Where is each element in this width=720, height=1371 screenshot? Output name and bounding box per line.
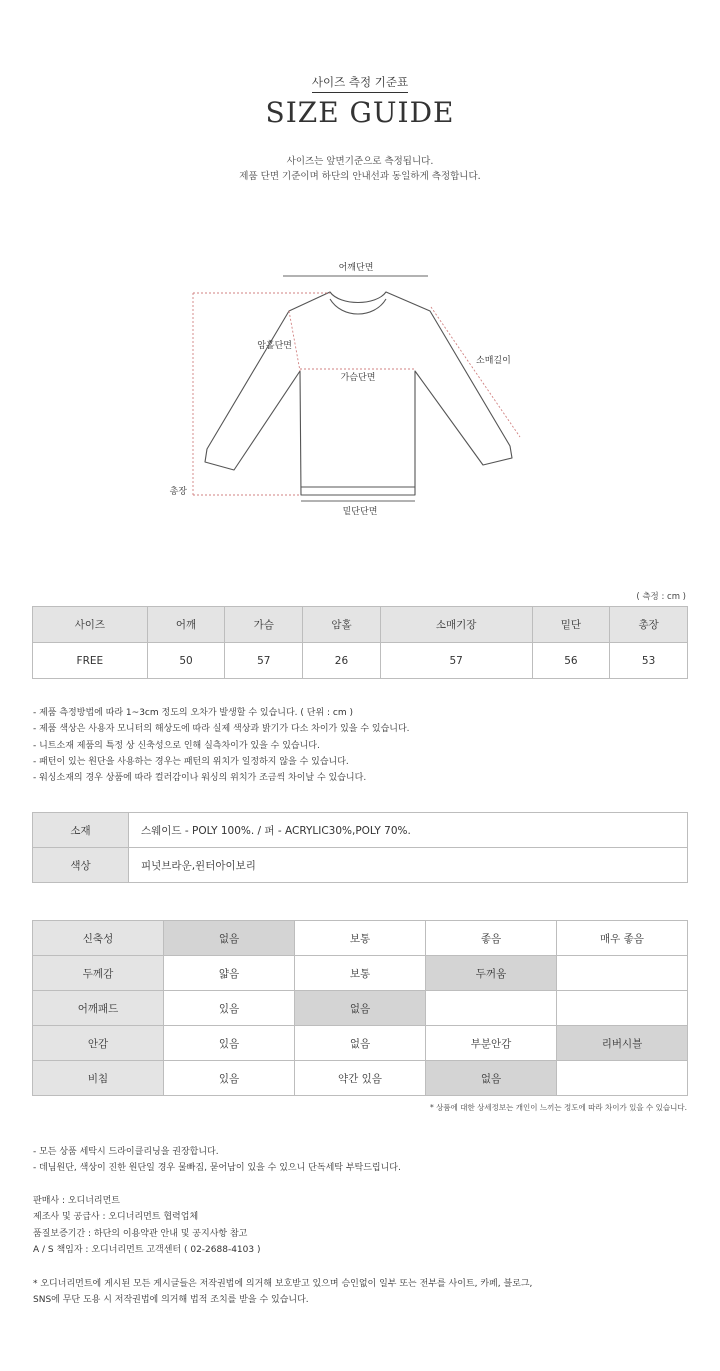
page-title: SIZE GUIDE <box>265 96 455 129</box>
features-note: * 상품에 대한 상세정보는 개인이 느끼는 정도에 따라 차이가 있을 수 있습니다. <box>430 1103 687 1112</box>
feature-option <box>557 956 688 991</box>
seller-info <box>33 1193 260 1258</box>
size-cell: FREE <box>33 643 148 679</box>
color-label: 색상 <box>33 848 129 883</box>
sweatshirt-outline <box>205 292 512 495</box>
size-guide-subtitle: 사이즈 측정 기준표 <box>0 74 720 90</box>
feature-option <box>426 991 557 1026</box>
feature-option: 약간 있음 <box>295 1061 426 1096</box>
copyright-line: * 오디너리먼트에 게시된 모든 게시글들은 저작권법에 의거해 보호받고 있으며 승인없이 일부 또는 전부를 사이트, 카페, 블로그, <box>33 1279 533 1289</box>
feature-option: 없음 <box>164 921 295 956</box>
feature-option: 있음 <box>164 1061 295 1096</box>
note-line: - 모든 상품 세탁시 드라이클리닝을 권장합니다. <box>33 1147 219 1157</box>
note-line: - 워싱소재의 경우 상품에 따라 컬러감이나 워싱의 위치가 조금씩 차이날 수 있습니다. <box>33 773 367 784</box>
feature-option: 없음 <box>295 1026 426 1061</box>
table-row <box>33 956 688 991</box>
feature-option: 부분안감 <box>426 1026 557 1061</box>
col-header: 밑단 <box>532 607 610 643</box>
col-header: 사이즈 <box>33 607 148 643</box>
feature-label: 비침 <box>33 1061 164 1096</box>
seller-line: 판매사 : 오디너리먼트 <box>33 1196 121 1206</box>
fabric-label: 소재 <box>33 813 129 848</box>
label-chest: 가슴단면 <box>340 373 376 383</box>
feature-option <box>557 991 688 1026</box>
size-cell: 57 <box>225 643 303 679</box>
note-line: - 니트소재 제품의 특정 상 신축성으로 인해 실측차이가 있을 수 있습니다. <box>33 740 320 751</box>
seller-line: A / S 책임자 : 오디너리먼트 고객센터 ( 02-2688-4103 ) <box>33 1244 261 1255</box>
size-table-header <box>33 607 688 643</box>
feature-label: 안감 <box>33 1026 164 1061</box>
size-cell: 53 <box>610 643 688 679</box>
feature-option: 보통 <box>295 921 426 956</box>
feature-option: 좋음 <box>426 921 557 956</box>
col-header: 소매기장 <box>380 607 532 643</box>
feature-option: 있음 <box>164 1026 295 1061</box>
size-cell: 26 <box>303 643 381 679</box>
table-row <box>33 921 688 956</box>
table-row <box>33 643 688 679</box>
note-line: - 데님원단, 색상이 진한 원단일 경우 물빠짐, 묻어남이 있을 수 있으니 단독세탁 부탁드립니다. <box>33 1163 401 1174</box>
description-line-1: 사이즈는 앞면기준으로 측정됩니다. <box>286 156 434 167</box>
note-line: - 제품 색상은 사용자 모니터의 해상도에 따라 실제 색상과 밝기가 다소 차이가 있을 수 있습니다. <box>33 724 410 735</box>
table-row <box>33 813 688 848</box>
feature-option: 얇음 <box>164 956 295 991</box>
note-line: - 패턴이 있는 원단을 사용하는 경우는 패턴의 위치가 일정하지 않을 수 있습니다. <box>33 756 349 767</box>
label-sleeve: 소매길이 <box>476 356 511 366</box>
fabric-value: 스웨이드 - POLY 100%. / 퍼 - ACRYLIC30%,POLY 70%. <box>129 813 688 848</box>
size-cell: 50 <box>147 643 225 679</box>
feature-label: 두께감 <box>33 956 164 991</box>
table-row <box>33 1061 688 1096</box>
table-row <box>33 1026 688 1061</box>
features-table <box>32 920 688 1096</box>
copyright-notice <box>33 1276 532 1309</box>
feature-option: 매우 좋음 <box>557 921 688 956</box>
feature-label: 어깨패드 <box>33 991 164 1026</box>
measurement-guides <box>193 293 520 495</box>
copyright-line: SNS에 무단 도용 시 저작권법에 의거해 법적 조치를 받을 수 있습니다. <box>33 1295 309 1306</box>
feature-option: 없음 <box>426 1061 557 1096</box>
col-header: 가슴 <box>225 607 303 643</box>
size-table <box>32 606 688 679</box>
feature-label: 신축성 <box>33 921 164 956</box>
col-header: 암홀 <box>303 607 381 643</box>
seller-line: 제조사 및 공급사 : 오디너리먼트 협력업체 <box>33 1212 199 1223</box>
label-length: 총장 <box>169 487 187 497</box>
table-row <box>33 991 688 1026</box>
garment-diagram <box>0 250 720 530</box>
note-line: - 제품 측정방법에 따라 1~3cm 정도의 오차가 발생할 수 있습니다. ( 단위 : cm ) <box>33 708 353 718</box>
feature-option: 두꺼움 <box>426 956 557 991</box>
measurement-notes <box>33 705 410 786</box>
label-shoulder: 어깨단면 <box>338 263 374 273</box>
measurement-unit: ( 측정 : cm ) <box>636 592 686 602</box>
color-value: 피넛브라운,윈터아이보리 <box>129 848 688 883</box>
size-cell: 57 <box>380 643 532 679</box>
material-table <box>32 812 688 883</box>
feature-option <box>557 1061 688 1096</box>
col-header: 어깨 <box>147 607 225 643</box>
size-cell: 56 <box>532 643 610 679</box>
col-header: 총장 <box>610 607 688 643</box>
feature-option: 없음 <box>295 991 426 1026</box>
label-armhole: 암홀단면 <box>257 341 292 351</box>
label-hem: 밑단단면 <box>342 507 378 517</box>
table-row <box>33 848 688 883</box>
seller-line: 품질보증기간 : 하단의 이용약관 안내 및 공지사항 참고 <box>33 1228 248 1239</box>
description-line-2: 제품 단면 기준이며 하단의 안내선과 동일하게 측정합니다. <box>239 171 481 182</box>
feature-option: 리버시블 <box>557 1026 688 1061</box>
care-notes <box>33 1144 401 1177</box>
feature-option: 있음 <box>164 991 295 1026</box>
feature-option: 보통 <box>295 956 426 991</box>
